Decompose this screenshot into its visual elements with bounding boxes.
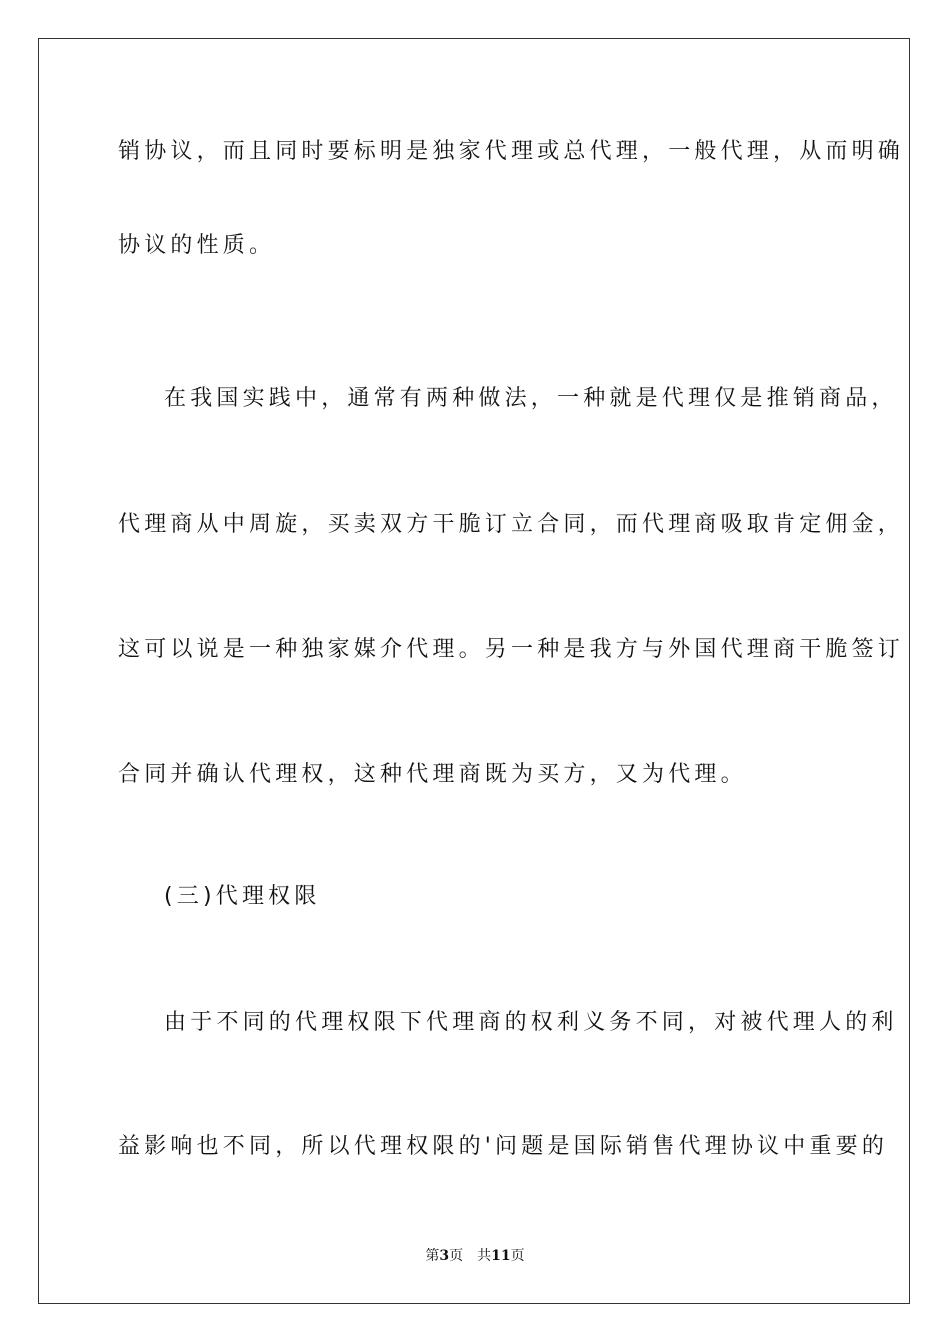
footer-page-suffix: 页 <box>449 1248 464 1264</box>
footer-page-current: 3 <box>439 1248 450 1264</box>
page-footer <box>0 1247 950 1265</box>
text-line-3: 在我国实践中，通常有两种做法，一种就是代理仅是推销商品， <box>164 386 898 411</box>
text-line-2: 协议的性质。 <box>118 233 276 258</box>
text-line-9: 益影响也不同，所以代理权限的'问题是国际销售代理协议中重要的 <box>118 1134 889 1159</box>
footer-total-prefix: 共 <box>477 1248 492 1264</box>
footer-total-suffix: 页 <box>510 1248 525 1264</box>
section-heading: (三)代理权限 <box>164 884 321 909</box>
text-line-1: 销协议，而且同时要标明是独家代理或总代理，一般代理，从而明确 <box>118 139 905 164</box>
footer-page-prefix: 第 <box>425 1248 440 1264</box>
text-line-5: 这可以说是一种独家媒介代理。另一种是我方与外国代理商干脆签订 <box>118 637 905 662</box>
text-line-8: 由于不同的代理权限下代理商的权利义务不同，对被代理人的利 <box>164 1010 898 1035</box>
page-border <box>38 38 910 1304</box>
text-line-4: 代理商从中周旋，买卖双方干脆订立合同，而代理商吸取肯定佣金， <box>118 512 905 537</box>
text-line-6: 合同并确认代理权，这种代理商既为买方，又为代理。 <box>118 762 747 787</box>
footer-page-total: 11 <box>491 1248 511 1264</box>
